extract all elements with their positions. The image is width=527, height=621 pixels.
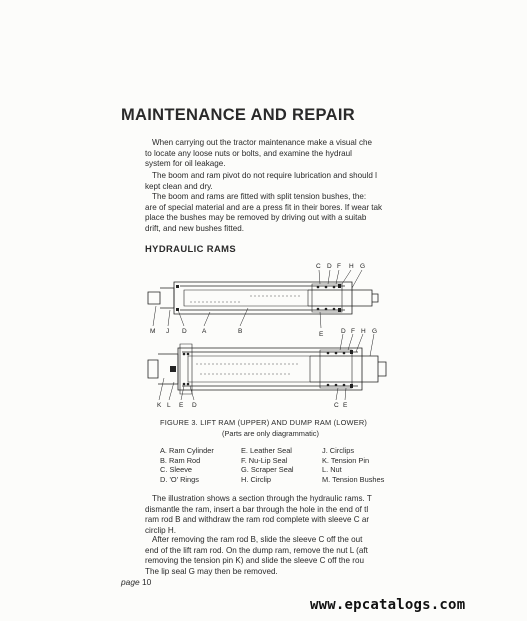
text-line: The boom and rams are fitted with split tension bushes, the: bbox=[152, 192, 367, 201]
text-line: When carrying out the tractor maintenance make a visual che bbox=[152, 138, 372, 147]
label-upper-a: A bbox=[202, 328, 207, 335]
page-number: 10 bbox=[141, 577, 152, 587]
legend-item: L. Nut bbox=[322, 465, 342, 475]
text-line: dismantle the ram, insert a bar through the hole in the end of tl bbox=[145, 504, 369, 514]
intro-paragraph-3 bbox=[145, 192, 397, 234]
label-upper-e: E bbox=[319, 331, 324, 338]
page-heading: MAINTENANCE AND REPAIR bbox=[121, 106, 355, 124]
upper-leader-lines bbox=[153, 270, 362, 328]
intro-paragraph-1 bbox=[145, 138, 397, 170]
legend-item: F. Nu-Lip Seal bbox=[241, 455, 288, 465]
legend-item: G. Scraper Seal bbox=[241, 465, 294, 475]
text-line: kept clean and dry. bbox=[145, 181, 213, 191]
text-line: end of the lift ram rod. On the dump ram, remove the nut L (aft bbox=[145, 545, 368, 555]
body-paragraph-1 bbox=[145, 494, 397, 536]
label-lower-e: E bbox=[179, 402, 184, 409]
text-line: The boom and ram pivot do not require lubrication and should l bbox=[152, 171, 377, 180]
label-upper-b: B bbox=[238, 328, 243, 335]
legend-item: D. 'O' Rings bbox=[160, 475, 199, 485]
text-line: place the bushes may be removed by driving out with a suitab bbox=[145, 213, 367, 223]
label-lower-k: K bbox=[157, 402, 162, 409]
text-line: The illustration shows a section through the hydraulic rams. T bbox=[152, 494, 372, 503]
legend-column bbox=[160, 446, 214, 485]
label-lower-c: C bbox=[334, 402, 339, 409]
hydraulic-rams-diagram bbox=[140, 256, 400, 414]
legend-item: K. Tension Pin bbox=[322, 455, 370, 465]
figure-caption-note: (Parts are only diagrammatic) bbox=[222, 429, 319, 438]
intro-paragraph-2 bbox=[145, 171, 397, 192]
label-upper-d: D bbox=[327, 263, 332, 270]
section-heading: HYDRAULIC RAMS bbox=[145, 243, 237, 254]
label-lower-l: L bbox=[167, 402, 171, 409]
label-lower-d: D bbox=[341, 328, 346, 335]
lift-ram-upper bbox=[148, 282, 378, 314]
label-lower-d2: D bbox=[192, 402, 197, 409]
legend-column bbox=[241, 446, 294, 485]
watermark-url: www.epcatalogs.com bbox=[310, 597, 466, 613]
text-line: are of special material and are a press fit in their bores. If wear tak bbox=[145, 202, 383, 212]
text-line: circlip H. bbox=[145, 525, 177, 535]
label-upper-h: H bbox=[349, 263, 354, 270]
label-upper-f: F bbox=[337, 263, 341, 270]
label-upper-c: C bbox=[316, 263, 321, 270]
label-upper-d2: D bbox=[182, 328, 187, 335]
page-footer bbox=[121, 577, 151, 587]
text-line: After removing the ram rod B, slide the sleeve C off the out bbox=[152, 535, 363, 544]
label-lower-e2: E bbox=[343, 402, 348, 409]
label-lower-g: G bbox=[372, 328, 378, 335]
label-upper-m: M bbox=[150, 328, 156, 335]
text-line: removing the tension pin K) and slide the sleeve C off the rou bbox=[145, 556, 364, 566]
legend-column bbox=[322, 446, 384, 485]
legend-item: A. Ram Cylinder bbox=[160, 446, 214, 455]
legend-item: C. Sleeve bbox=[160, 465, 193, 475]
label-upper-j: J bbox=[166, 328, 170, 335]
label-lower-f: F bbox=[351, 328, 355, 335]
legend-item: M. Tension Bushes bbox=[322, 475, 385, 485]
figure-caption: FIGURE 3. LIFT RAM (UPPER) AND DUMP RAM (LOWER) bbox=[160, 418, 368, 427]
text-line: The lip seal G may then be removed. bbox=[145, 566, 278, 576]
text-line: to locate any loose nuts or bolts, and examine the hydraul bbox=[145, 148, 352, 158]
label-upper-g: G bbox=[360, 263, 366, 270]
text-line: ram rod B and withdraw the ram rod complete with sleeve C ar bbox=[145, 515, 370, 525]
legend-item: H. Circlip bbox=[241, 475, 271, 485]
page-label: page bbox=[121, 577, 140, 587]
legend-item: E. Leather Seal bbox=[241, 446, 292, 455]
body-paragraph-2 bbox=[145, 535, 397, 577]
label-lower-h: H bbox=[361, 328, 366, 335]
legend-item: J. Circlips bbox=[322, 446, 355, 455]
legend-item: B. Ram Rod bbox=[160, 455, 201, 465]
text-line: system for oil leakage. bbox=[145, 159, 226, 169]
text-line: drift, and new bushes fitted. bbox=[145, 223, 244, 233]
